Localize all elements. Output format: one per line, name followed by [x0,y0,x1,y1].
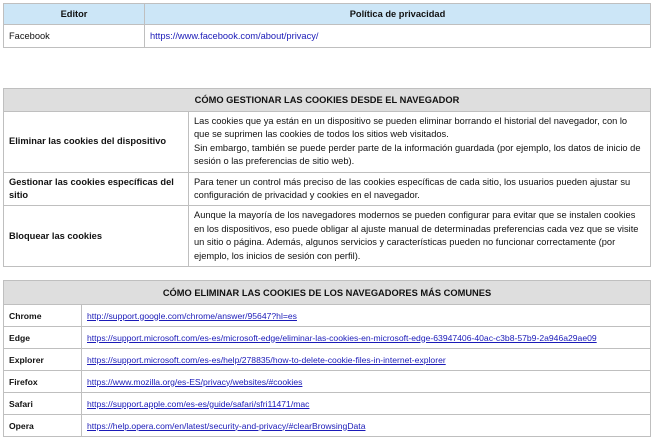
manage-cookies-table [3,88,651,267]
table-row [4,112,651,173]
browser-link-edge[interactable]: https://support.microsoft.com/es-es/microsoft-edge/eliminar-las-cookies-en-microsoft-edge-63947406-40ac-c3b8-57b9-2a946a29ae09 [87,332,597,343]
table-row [4,415,651,437]
description-paragraph: Las cookies que ya están en un dispositivo se pueden eliminar borrando el historial del navegador, con lo que se suprimen las cookies de todos los sitios web visitados. [194,116,628,140]
browser-link-safari[interactable]: https://support.apple.com/es-es/guide/safari/sfri11471/mac [87,398,310,409]
table-header-row [4,4,651,25]
table-row [4,327,651,349]
row-description [189,112,651,173]
row-label: Bloquear las cookies [4,206,189,267]
table-row [4,172,651,206]
privacy-policy-table [3,3,651,48]
row-label: Eliminar las cookies del dispositivo [4,112,189,173]
section-title: CÓMO GESTIONAR LAS COOKIES DESDE EL NAVEGADOR [4,89,651,112]
table-row [4,349,651,371]
row-description: Aunque la mayoría de los navegadores modernos se pueden configurar para evitar que se instalen cookies en los dispositivos, eso puede obligar al ajuste manual de determinadas preferencias cada vez que se visite un sitio o página. Además, algunos servicios y características pueden no funcionar correctamente (por ejemplo, los inicios de sesión con perfil). [189,206,651,267]
table-row [4,393,651,415]
description-paragraph: Sin embargo, también se puede perder parte de la información guardada (por ejemplo, los datos de inicio de sesión o las preferencias de sitio web). [194,142,641,167]
privacy-link[interactable]: https://www.facebook.com/about/privacy/ [150,31,319,41]
table-row [4,305,651,327]
browser-name: Explorer [4,349,82,371]
table-row [4,206,651,267]
header-privacy-policy: Política de privacidad [145,4,651,25]
privacy-link-cell [145,25,651,48]
browser-name: Opera [4,415,82,437]
editor-name: Facebook [4,25,145,48]
browser-name: Firefox [4,371,82,393]
table-row [4,371,651,393]
browser-link-opera[interactable]: https://help.opera.com/en/latest/security-and-privacy/#clearBrowsingData [87,420,366,431]
header-editor: Editor [4,4,145,25]
browser-name: Edge [4,327,82,349]
section-title: CÓMO ELIMINAR LAS COOKIES DE LOS NAVEGADORES MÁS COMUNES [4,281,651,305]
browser-link-explorer[interactable]: https://support.microsoft.com/es-es/help/278835/how-to-delete-cookie-files-in-internet-explorer [87,354,446,365]
browser-cookies-table [3,280,651,437]
browser-link-firefox[interactable]: https://www.mozilla.org/es-ES/privacy/websites/#cookies [87,376,303,387]
row-description: Para tener un control más preciso de las cookies específicas de cada sitio, los usuarios pueden ajustar su configuración de privacidad y cookies en el navegador. [189,172,651,206]
browser-link-chrome[interactable]: http://support.google.com/chrome/answer/95647?hl=es [87,310,297,321]
browser-name: Chrome [4,305,82,327]
browser-name: Safari [4,393,82,415]
row-label: Gestionar las cookies específicas del sitio [4,172,189,206]
table-row [4,25,651,48]
